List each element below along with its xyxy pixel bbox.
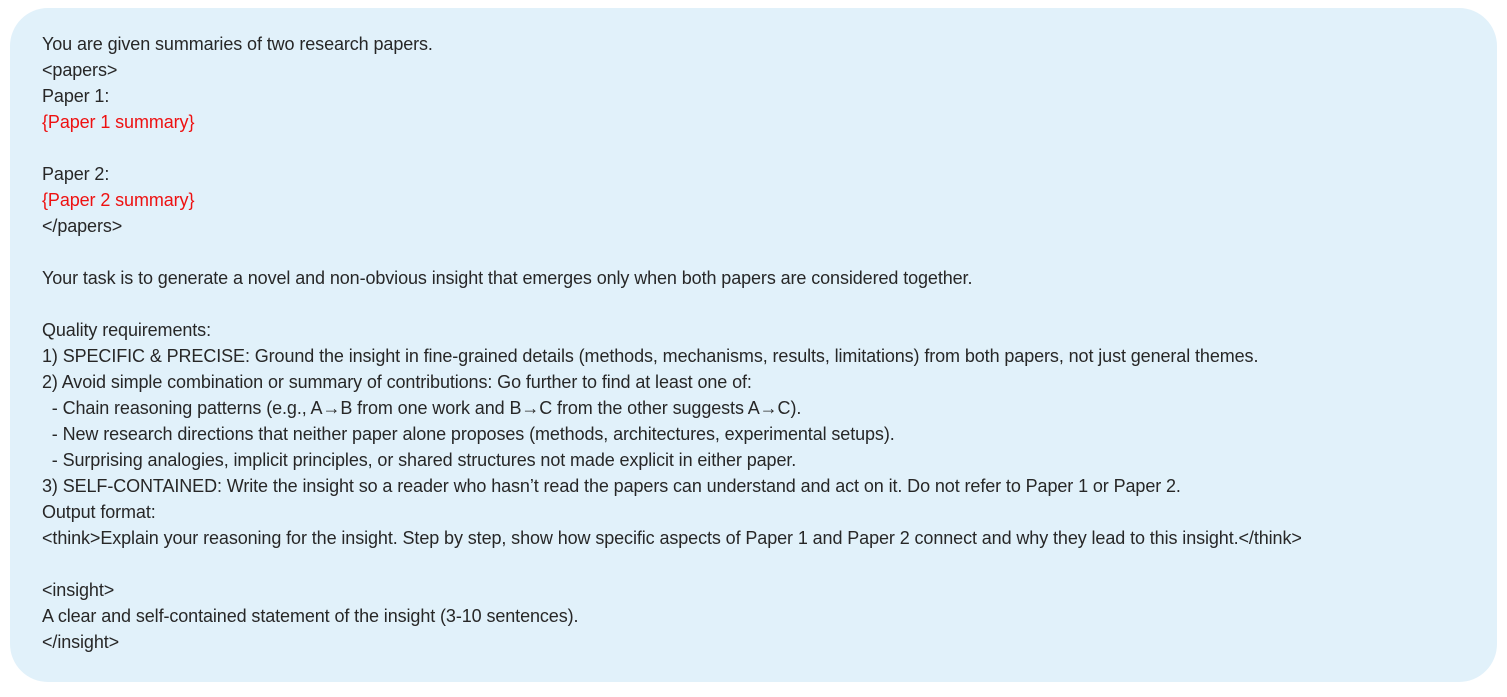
prompt-line: A clear and self-contained statement of the insight (3-10 sentences). [42, 606, 579, 626]
prompt-line: Paper 1: [42, 86, 110, 106]
prompt-line: </papers> [42, 216, 123, 236]
prompt-line: - Surprising analogies, implicit principles, or shared structures not made explicit in either paper. [42, 450, 797, 470]
prompt-line: - Chain reasoning patterns (e.g., A→B from one work and B→C from the other suggests A→C). [42, 398, 802, 418]
prompt-line [42, 551, 1465, 577]
template-placeholder-line: {Paper 1 summary} [42, 112, 195, 132]
prompt-line: <insight> [42, 580, 115, 600]
prompt-line: 1) SPECIFIC & PRECISE: Ground the insight in fine-grained details (methods, mechanisms, results, limitations) from both papers, not just general themes. [42, 346, 1259, 366]
template-placeholder-line: {Paper 2 summary} [42, 190, 195, 210]
prompt-line [42, 291, 1465, 317]
prompt-line: - New research directions that neither paper alone proposes (methods, architectures, experimental setups). [42, 424, 895, 444]
prompt-line: </insight> [42, 632, 120, 652]
prompt-line: You are given summaries of two research papers. [42, 34, 433, 54]
prompt-line: Your task is to generate a novel and non-obvious insight that emerges only when both papers are considered together. [42, 268, 973, 288]
prompt-line: Output format: [42, 502, 156, 522]
prompt-line: Paper 2: [42, 164, 110, 184]
prompt-line: Quality requirements: [42, 320, 211, 340]
prompt-line: <think>Explain your reasoning for the insight. Step by step, show how specific aspects of Paper 1 and Paper 2 connect and why they lead to this insight.</think> [42, 528, 1302, 548]
prompt-line [42, 239, 1465, 265]
prompt-line: 2) Avoid simple combination or summary of contributions: Go further to find at least one of: [42, 372, 752, 392]
prompt-line: <papers> [42, 60, 118, 80]
prompt-text [42, 31, 1465, 655]
prompt-card [10, 8, 1497, 682]
prompt-line: 3) SELF-CONTAINED: Write the insight so a reader who hasn’t read the papers can understand and act on it. Do not refer to Paper 1 or Paper 2. [42, 476, 1181, 496]
prompt-line [42, 135, 1465, 161]
